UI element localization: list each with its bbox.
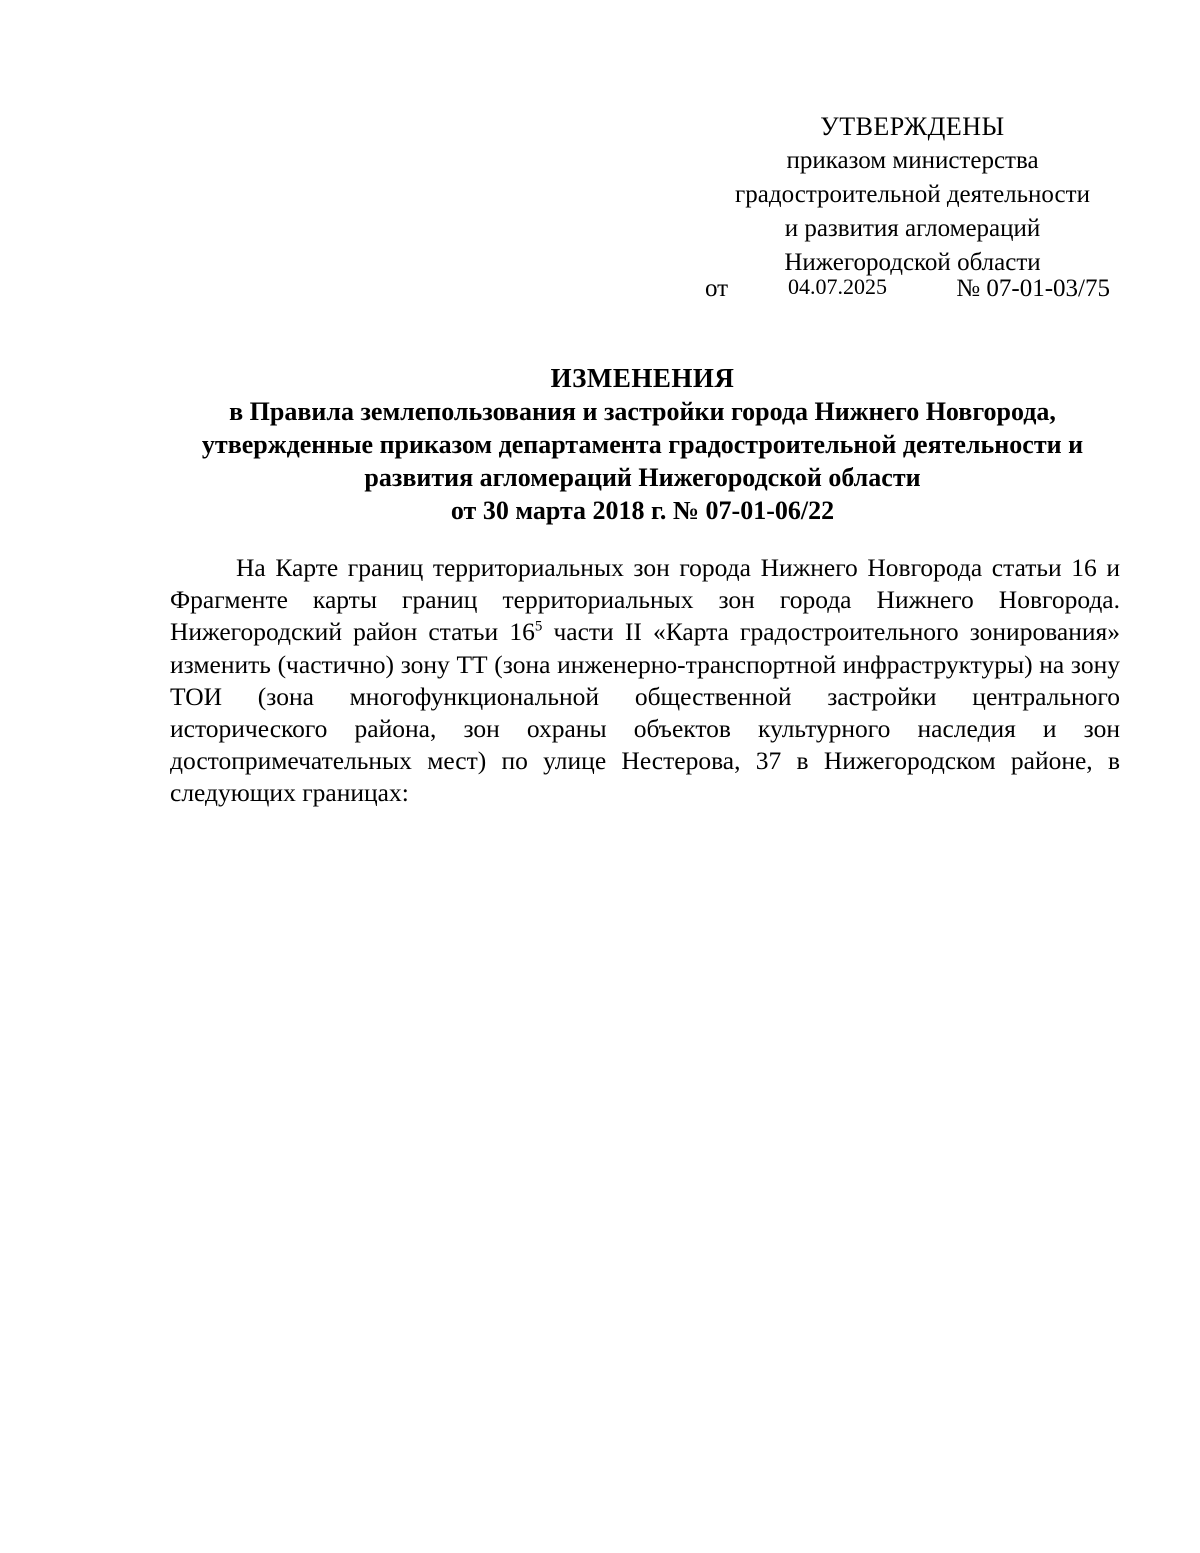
approval-line: градостроительной деятельности xyxy=(735,181,1090,208)
title-main: ИЗМЕНЕНИЯ xyxy=(550,363,735,393)
body-text-part1: На Карте границ территориальных зон города Нижнего Новгорода статьи 16 и Фрагменте карты границ территориальных зон города Нижнего Новгорода. Нижегородский район статьи 16 xyxy=(170,553,1120,647)
document-title xyxy=(150,362,1135,527)
title-line: утвержденные приказом департамента градостроительной деятельности и xyxy=(201,430,1084,459)
approval-date-row xyxy=(700,272,1110,306)
approval-heading: УТВЕРЖДЕНЫ xyxy=(820,112,1005,141)
title-line: от 30 марта 2018 г. № 07-01-06/22 xyxy=(450,496,835,525)
body-text-part2: части II «Карта градостроительного зонирования» изменить (частично) зону ТТ (зона инженерно-транспортной инфраструктуры) на зону ТОИ (зона многофункциональной общественной застройки центрального исторического района, зон охраны объектов культурного наследия и зон достопримечательных мест) по улице Нестерова, 37 в Нижегородском районе, в следующих границах: xyxy=(170,617,1120,808)
approval-block xyxy=(700,110,1125,280)
title-line: развития агломераций Нижегородской области xyxy=(364,463,921,492)
body-superscript: 5 xyxy=(534,618,543,635)
title-line: в Правила землепользования и застройки города Нижнего Новгорода, xyxy=(229,397,1056,426)
approval-line: приказом министерства xyxy=(786,147,1039,174)
date-prefix: от xyxy=(705,275,729,302)
body-paragraph xyxy=(170,552,1120,810)
approval-number: № 07-01-03/75 xyxy=(956,275,1110,302)
approval-line: Нижегородской области xyxy=(784,249,1041,276)
approval-date: 04.07.2025 xyxy=(788,274,887,299)
approval-line: и развития агломераций xyxy=(784,215,1041,242)
